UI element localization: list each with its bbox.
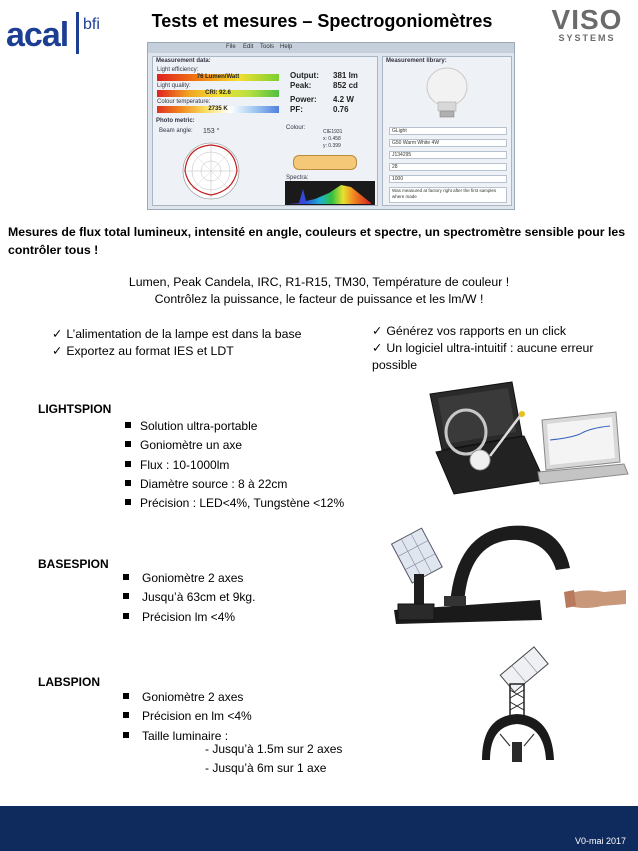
lightspion-product-photo [420, 376, 630, 496]
software-screenshot [147, 42, 515, 210]
photo-metric-label: Photo metric: [156, 118, 195, 124]
checklist-text: Exportez au format IES et LDT [66, 344, 234, 358]
bullet-text: Taille luminaire : [142, 728, 229, 743]
checklist-right [372, 323, 634, 374]
bullet-text: Précision : LED<4%, Tungstène <12% [140, 496, 345, 511]
measurement-panel [152, 56, 378, 206]
viso-systems-logo [542, 6, 632, 48]
bullet-item [125, 475, 344, 494]
square-bullet-icon [125, 461, 131, 467]
version-label: V0-mai 2017 [574, 836, 626, 846]
beam-angle-label: Beam angle: [159, 128, 193, 134]
square-bullet-icon [125, 441, 131, 447]
checklist-item [52, 326, 301, 343]
square-bullet-icon [123, 574, 129, 580]
screenshot-menubar [148, 43, 515, 53]
acal-bfi-logo [6, 8, 106, 58]
square-bullet-icon [123, 593, 129, 599]
sub-line: - Jusqu’à 1.5m sur 2 axes [205, 742, 343, 756]
bullet-text: Jusqu’à 63cm et 9kg. [142, 590, 256, 605]
lightspion-bullets [125, 417, 344, 513]
product-title-basespion: BASESPION [38, 557, 109, 571]
bfi-logo-text: bfi [83, 16, 100, 33]
bullet-item [125, 417, 344, 436]
cie-line: x: 0.458 [323, 136, 341, 142]
beam-angle-value: 153 ° [203, 128, 220, 135]
product-title-labspion: LABSPION [38, 675, 101, 689]
bullet-text: Goniomètre 2 axes [142, 571, 244, 585]
checklist-item [372, 323, 634, 340]
library-panel [382, 56, 512, 206]
power-label: Power: [290, 95, 317, 104]
menu-item: Tools [260, 44, 275, 50]
labspion-sub-lines [205, 740, 342, 777]
intro-text: Mesures de flux total lumineux, intensité en angle, couleurs et spectre, un spectromètre sensible pour les contrôler tous ! [8, 225, 626, 257]
bullet-item [123, 588, 255, 607]
square-bullet-icon [123, 693, 129, 699]
check-icon: ✓ [372, 324, 383, 338]
bullet-text: Précision en lm <4% [142, 709, 252, 724]
library-field: 28 [389, 163, 507, 171]
bullet-text: Solution ultra-portable [140, 419, 258, 433]
library-field: J134295 [389, 151, 507, 159]
footer-bar [0, 806, 638, 851]
colour-label: Colour: [286, 125, 306, 131]
bullet-text: Diamètre source : 8 à 22cm [140, 476, 288, 491]
acal-logo-text: acal [6, 16, 69, 54]
bullet-item [123, 707, 252, 726]
checklist-text: Un logiciel ultra-intuitif : aucune erreur possible [372, 341, 594, 372]
square-bullet-icon [123, 613, 129, 619]
pf-label: PF: [290, 105, 303, 114]
checklist-text: Générez vos rapports en un click [386, 324, 567, 338]
sub-line: - Jusqu’à 6m sur 1 axe [205, 760, 327, 775]
library-field: GLight [389, 127, 507, 135]
basespion-bullets [123, 569, 255, 627]
check-icon: ✓ [52, 327, 63, 341]
output-label: Output: [290, 71, 319, 80]
checklist-item [372, 340, 634, 374]
square-bullet-icon [123, 732, 129, 738]
spectrum-chart [285, 181, 375, 205]
menu-item: File [226, 44, 236, 50]
lamp-photo [419, 67, 475, 119]
library-field: Was measured at factory right after the first samples where made [389, 187, 507, 203]
library-field: G50 Warm White 4W [389, 139, 507, 147]
bullet-item [125, 436, 344, 455]
spectra-label: Spectra: [286, 175, 309, 181]
viso-logo-text: VISO [551, 4, 623, 35]
checklist-text: L’alimentation de la lampe est dans la base [66, 327, 302, 341]
pf-value: 0.76 [333, 105, 349, 114]
square-bullet-icon [125, 422, 131, 428]
check-icon: ✓ [372, 341, 383, 355]
menu-item: Edit [243, 44, 254, 50]
measurement-label: Measurement data: [156, 58, 211, 64]
document-title: Tests et mesures – Spectrogoniomètres [151, 11, 493, 31]
peak-value: 852 cd [333, 81, 358, 90]
bullet-item [123, 608, 255, 627]
checklist-left [52, 326, 301, 360]
bullet-item [123, 569, 255, 588]
cie-line: CIE1931 [323, 129, 343, 135]
bullet-item [125, 456, 344, 475]
cie-line: y: 0.399 [323, 143, 341, 149]
colour-swatch [293, 155, 357, 170]
power-value: 4.2 W [333, 95, 354, 104]
efficiency-caption: Light efficiency: [157, 67, 199, 73]
bullet-text: Flux : 10-1000lm [140, 457, 230, 472]
check-icon: ✓ [52, 344, 63, 358]
colour-temperature-caption: Colour temperature: [157, 99, 211, 105]
labspion-bullets [123, 688, 252, 746]
cri-bar: CRI: 92.6 [157, 90, 279, 97]
bullet-text: Précision lm <4% [142, 609, 236, 624]
polar-diagram [175, 139, 247, 203]
labspion-product-photo [470, 642, 580, 767]
square-bullet-icon [125, 480, 131, 486]
efficiency-bar: 76 Lumen/Watt [157, 74, 279, 81]
menu-item: Help [280, 44, 293, 50]
square-bullet-icon [123, 712, 129, 718]
bullet-item [125, 494, 344, 513]
checklist-item [52, 343, 301, 360]
product-title-lightspion: LIGHTSPION [38, 402, 112, 416]
library-label: Measurement library: [386, 58, 447, 64]
feature-line: Lumen, Peak Candela, IRC, R1-R15, TM30, Température de couleur ! [128, 275, 510, 289]
logo-divider [76, 12, 79, 54]
output-value: 381 lm [333, 71, 358, 80]
quality-caption: Light quality: [157, 83, 191, 89]
feature-line: Contrôlez la puissance, le facteur de puissance et les lm/W ! [154, 292, 484, 306]
square-bullet-icon [125, 499, 131, 505]
basespion-product-photo [390, 508, 630, 628]
cct-bar: 2735 K [157, 106, 279, 113]
bullet-text: Goniomètre 2 axes [142, 690, 244, 704]
peak-label: Peak: [290, 81, 312, 90]
bullet-item [123, 688, 252, 707]
systems-logo-text: SYSTEMS [558, 33, 616, 43]
library-field: 1000 [389, 175, 507, 183]
bullet-text: Goniomètre un axe [140, 438, 243, 453]
